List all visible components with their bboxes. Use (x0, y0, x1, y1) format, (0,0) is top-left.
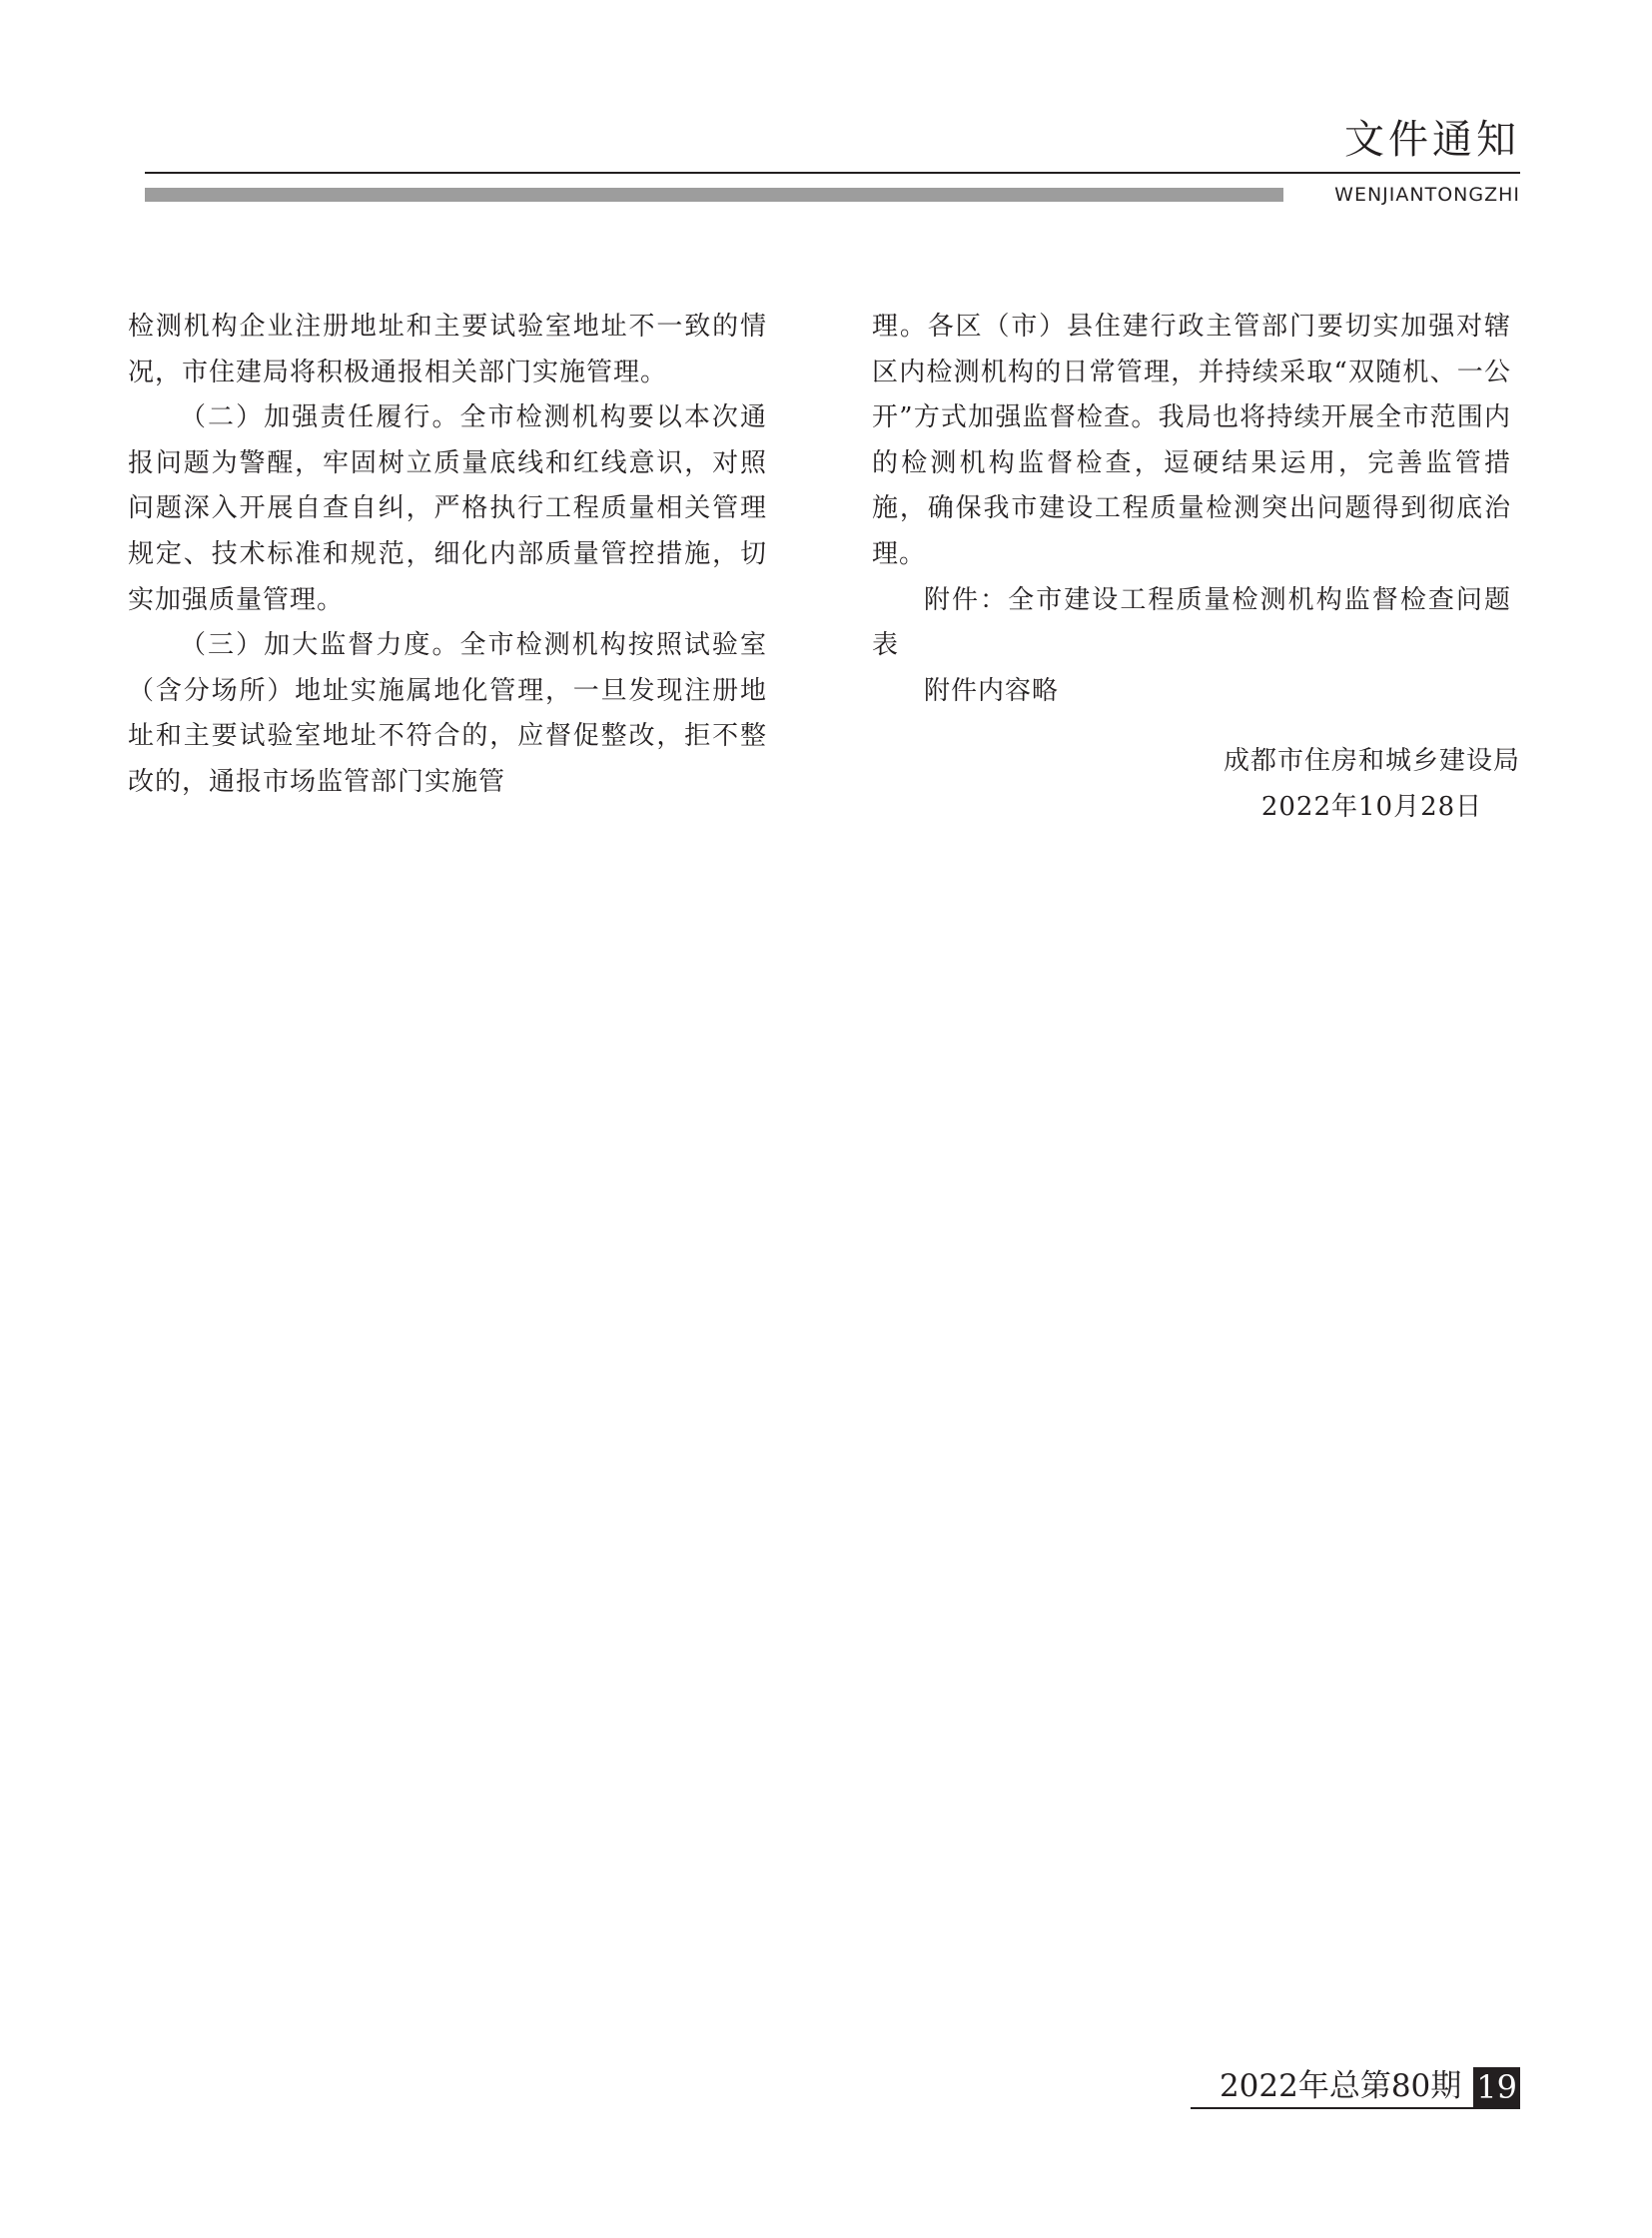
paragraph-responsibility: （二）加强责任履行。全市检测机构要以本次通报问题为警醒，牢固树立质量底线和红线意识，对照问题深入开展自查自纠，严格执行工程质量相关管理规定、技术标准和规范，细化内部质量管控措施，切实加强质量管理。 (128, 402, 767, 615)
signature-org: 成都市住房和城乡建设局 (1223, 746, 1520, 776)
page-footer (1220, 2067, 1520, 2107)
paragraph-continuation: 检测机构企业注册地址和主要试验室地址不一致的情况，市住建局将积极通报相关部门实施管理。 (128, 312, 767, 387)
section-pinyin: WENJIANTONGZHI (1334, 184, 1520, 206)
footer-rule (1191, 2107, 1520, 2109)
paragraph-supervision: （三）加大监督力度。全市检测机构按照试验室（含分场所）地址实施属地化管理，一旦发现注册地址和主要试验室地址不符合的，应督促整改，拒不整改的，通报市场监管部门实施管 (128, 630, 767, 797)
attachment-line: 附件：全市建设工程质量检测机构监督检查问题表 (872, 584, 1511, 661)
left-column (128, 305, 767, 806)
header-rule-thick (145, 188, 1283, 202)
right-column (872, 305, 1511, 714)
paragraph-management: 理。各区（市）县住建行政主管部门要切实加强对辖区内检测机构的日常管理，并持续采取“双随机、一公开”方式加强监督检查。我局也将持续开展全市范围内的检测机构监督检查，逗硬结果运用，完善监管措施，确保我市建设工程质量检测突出问题得到彻底治理。 (872, 312, 1511, 569)
attachment-note: 附件内容略 (924, 675, 1060, 706)
signature-date: 2022年10月28日 (1260, 791, 1483, 822)
page-number: 19 (1473, 2067, 1520, 2107)
section-title: 文件通知 (1344, 117, 1520, 163)
header-rule-thin (145, 172, 1520, 174)
signature-block (1224, 739, 1520, 830)
issue-label: 2022年总第80期 (1219, 2068, 1462, 2104)
